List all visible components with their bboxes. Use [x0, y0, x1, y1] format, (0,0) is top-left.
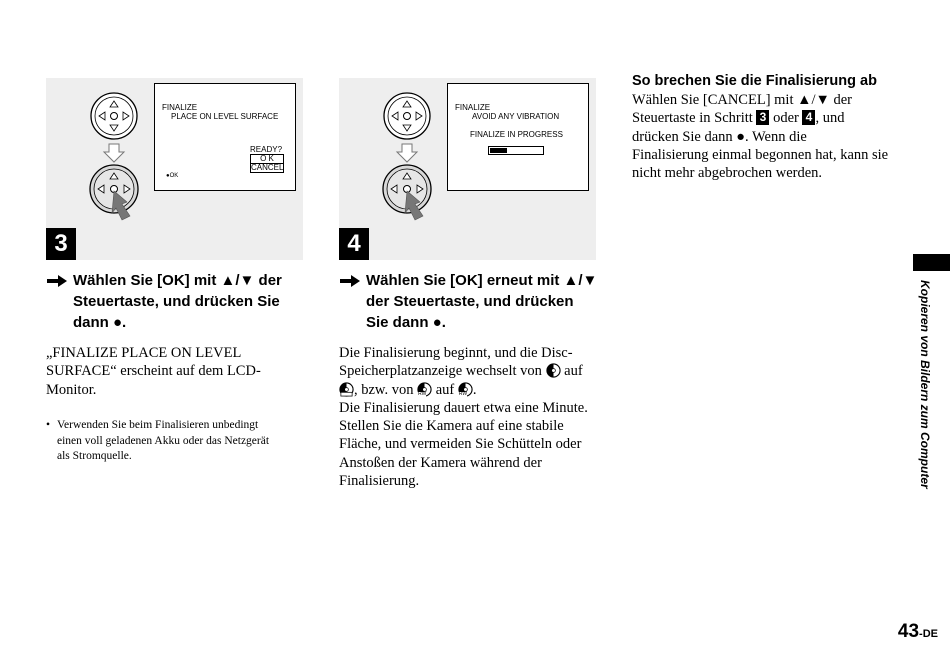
lcd-message: PLACE ON LEVEL SURFACE — [171, 112, 279, 121]
cancel-section — [632, 72, 897, 182]
lcd-ok-hint-label: OK — [169, 173, 179, 179]
step3-body-line2: SURFACE“ erscheint auf dem LCD- — [46, 363, 261, 380]
step4-heading-line1: Wählen Sie [OK] erneut mit ▲/▼ — [366, 272, 598, 289]
step3-note — [46, 418, 311, 465]
step4-heading — [339, 270, 609, 333]
lcd-progress-bar — [488, 146, 544, 155]
step4-body-line8: Finalisierung. — [339, 473, 420, 490]
cancel-line4: Finalisierung einmal begonnen hat, kann sie — [632, 146, 889, 163]
disc-space-rw-icon — [458, 382, 473, 397]
disc-space-icon — [546, 363, 561, 378]
dot-icon: ● — [166, 173, 170, 179]
lcd-progress-label: FINALIZE IN PROGRESS — [470, 130, 563, 139]
page-number — [898, 621, 938, 643]
step4-heading-line2: der Steuertaste, und drücken — [366, 293, 574, 310]
step4-body-line6: Fläche, und vermeiden Sie Schütteln oder — [339, 436, 582, 453]
step3-body — [46, 344, 311, 399]
step4-heading-line3: Sie dann ●. — [366, 314, 446, 331]
cancel-line2-b: oder — [773, 110, 799, 127]
step4-body-line2 — [339, 362, 614, 380]
lcd-ready: READY? — [250, 145, 283, 154]
rw-label: RW — [458, 390, 468, 397]
page-number-suffix: -DE — [919, 628, 938, 640]
bullet-icon: • — [46, 419, 51, 431]
step3-heading-line2: Steuertaste, und drücken Sie — [73, 293, 280, 310]
lcd-ok-option: O K — [250, 154, 284, 164]
page-number-value: 43 — [897, 621, 920, 642]
chapter-tab — [910, 280, 932, 494]
step3-note-line3: als Stromquelle. — [57, 450, 132, 462]
right-arrow-icon — [46, 274, 68, 288]
step4-body-line3-b: auf — [435, 381, 455, 398]
cancel-line3: drücken Sie dann ●. Wenn die — [632, 128, 807, 145]
cancel-line2 — [632, 109, 897, 127]
lcd-message: AVOID ANY VIBRATION — [472, 112, 560, 121]
lcd-screen-step3 — [154, 83, 296, 191]
lcd-title: FINALIZE — [162, 103, 198, 112]
step3-heading-line1: Wählen Sie [OK] mit ▲/▼ der — [73, 272, 282, 289]
control-button-icon — [78, 92, 150, 222]
disc-space-icon — [339, 382, 354, 397]
step4-body — [339, 344, 614, 490]
lcd-title: FINALIZE — [455, 103, 491, 112]
cancel-line1: Wählen Sie [CANCEL] mit ▲/▼ der — [632, 92, 852, 108]
chapter-tab-label: Kopieren von Bildern zum Computer — [918, 280, 932, 489]
step3-body-line1: „FINALIZE PLACE ON LEVEL — [46, 345, 242, 361]
step3-body-line3: Monitor. — [46, 381, 97, 398]
lcd-cancel-option: CANCEL — [251, 163, 284, 172]
cancel-line5: nicht mehr abgebrochen werden. — [632, 165, 823, 182]
right-arrow-icon — [339, 274, 361, 288]
lcd-ok-hint — [166, 172, 178, 181]
step4-body-line4: Die Finalisierung dauert etwa eine Minute. — [339, 399, 588, 416]
step4-body-line7: Anstoßen der Kamera während der — [339, 454, 542, 471]
step4-body-line3-a: , bzw. von — [354, 381, 414, 398]
lcd-screen-step4 — [447, 83, 589, 191]
lcd-progress-fill — [490, 148, 507, 153]
step4-body-line2-end: auf — [564, 363, 583, 380]
rw-label: RW — [418, 390, 427, 397]
step4-illustration — [339, 78, 596, 260]
step4-body-line3 — [339, 381, 614, 399]
step3-note-line1: Verwenden Sie beim Finalisieren unbedingt — [57, 419, 259, 431]
step-number-4: 4 — [339, 228, 369, 260]
step-ref-4: 4 — [802, 110, 815, 125]
step3-note-line2: einen voll geladenen Akku oder das Netzgerät — [57, 434, 270, 447]
step-ref-3: 3 — [756, 110, 769, 125]
step3-heading — [46, 270, 311, 333]
step4-body-line3-c: . — [472, 381, 477, 398]
step4-body-line1: Die Finalisierung beginnt, und die Disc- — [339, 345, 573, 361]
step4-body-line5: Stellen Sie die Kamera auf eine stabile — [339, 418, 564, 435]
control-button-icon — [371, 92, 443, 222]
disc-space-rw-icon — [417, 382, 432, 397]
step3-heading-line3: dann ●. — [73, 314, 127, 331]
cancel-section-title: So brechen Sie die Finalisierung ab — [632, 73, 877, 89]
step4-body-line2-text: Speicherplatzanzeige wechselt von — [339, 363, 542, 380]
step3-illustration — [46, 78, 303, 260]
cancel-line2-a: Steuertaste in Schritt — [632, 110, 753, 127]
chapter-tab-marker — [913, 254, 950, 271]
cancel-line2-c: , und — [815, 110, 845, 127]
step-number-3: 3 — [46, 228, 76, 260]
